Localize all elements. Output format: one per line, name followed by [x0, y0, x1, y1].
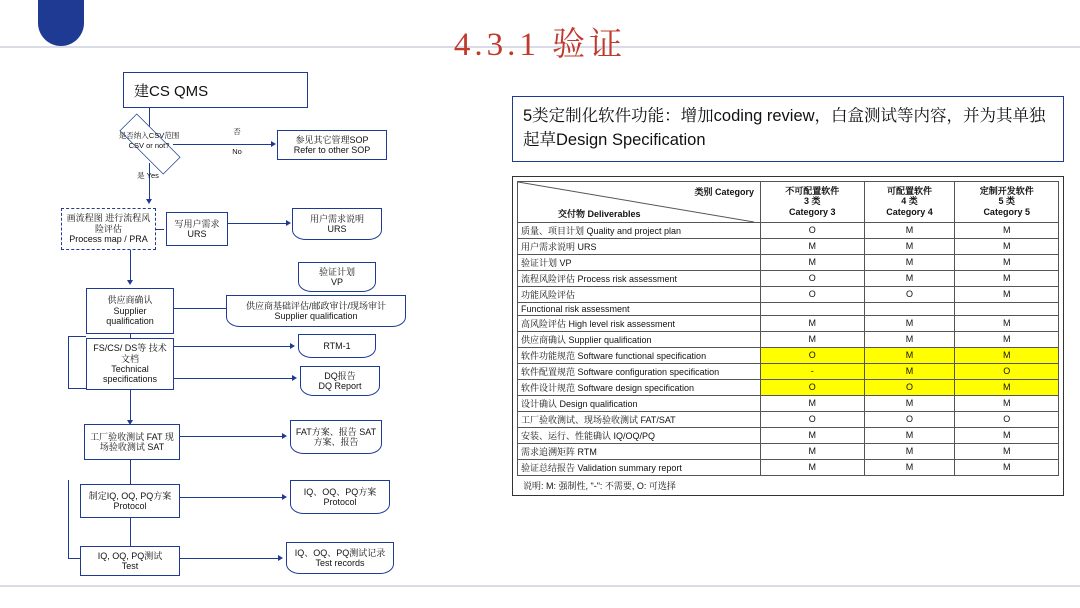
- flow-chart: [18, 60, 498, 600]
- flow-doc-protocol: IQ、OQ、PQ方案 Protocol: [290, 480, 390, 514]
- table-header-row: [518, 181, 1059, 222]
- table-row: Functional risk assessment: [518, 302, 1059, 315]
- connector: [228, 223, 288, 224]
- connector: [174, 378, 294, 379]
- connector-arrow: [282, 433, 287, 439]
- edge-label-yes: 是 Yes: [137, 171, 159, 180]
- connector: [180, 558, 280, 559]
- table-col-category4: 可配置软件 4 类 Category 4: [864, 181, 955, 222]
- table-row: 高风险评估 High level risk assessment M M M: [518, 315, 1059, 331]
- corner-label-category: 类别 Category: [694, 186, 754, 197]
- connector: [68, 558, 80, 559]
- table-corner-cell: [518, 181, 761, 222]
- flow-doc-rtm1: RTM-1: [298, 334, 376, 358]
- flow-node-refer-sop: 参见其它管理SOP Refer to other SOP: [277, 130, 387, 160]
- connector-arrow: [292, 375, 297, 381]
- decision-label-en: CSV or not?: [128, 141, 170, 150]
- table-row: 验证计划 VP M M M: [518, 254, 1059, 270]
- connector: [149, 163, 150, 201]
- table-row: 软件配置规范 Software configuration specification - M O: [518, 363, 1059, 379]
- flow-doc-test-records: IQ、OQ、PQ测试记录 Test records: [286, 542, 394, 574]
- deliverables-table: [517, 181, 1059, 476]
- connector: [156, 229, 164, 230]
- table-row: 软件设计规范 Software design specification O O M: [518, 379, 1059, 395]
- flow-node-test: IQ, OQ, PQ测试 Test: [80, 546, 180, 576]
- flow-doc-dq-report: DQ报告 DQ Report: [300, 366, 380, 396]
- table-row: 安装、运行、性能确认 IQ/OQ/PQ M M M: [518, 427, 1059, 443]
- table-row: 流程风险评估 Process risk assessment O M M: [518, 270, 1059, 286]
- flow-node-write-urs: 写用户需求 URS: [166, 212, 228, 246]
- table-footnote: 说明: M: 强制性, "-": 不需要, O: 可选择: [523, 480, 676, 491]
- connector: [180, 497, 284, 498]
- connector-arrow: [290, 343, 295, 349]
- table-col-category5: 定制开发软件 5 类 Category 5: [955, 181, 1059, 222]
- flow-doc-urs: 用户需求说明 URS: [292, 208, 382, 240]
- connector-arrow: [271, 141, 276, 147]
- callout-note: 5类定制化软件功能：增加coding review，白盒测试等内容，并为其单独起草Design Specification: [512, 96, 1064, 162]
- table-row: 功能风险评估 O O M: [518, 286, 1059, 302]
- connector: [130, 390, 131, 422]
- right-panel: [512, 96, 1064, 496]
- flow-node-supplier-qualification: 供应商确认 Supplier qualification: [86, 288, 174, 334]
- connector-arrow: [146, 199, 152, 204]
- flow-doc-vp: 验证计划 VP: [298, 262, 376, 292]
- corner-label-deliverables: 交付物 Deliverables: [558, 208, 641, 219]
- flow-node-technical-specifications: FS/CS/ DS等 技术文档 Technical specifications: [86, 338, 174, 390]
- table-row: 设计确认 Design qualification M M M: [518, 395, 1059, 411]
- flow-node-build-cs-qms: 建CS QMS: [123, 72, 308, 108]
- table-row: 用户需求说明 URS M M M: [518, 238, 1059, 254]
- connector: [68, 388, 86, 389]
- page-title: 4.3.1 验证: [453, 27, 627, 63]
- connector: [68, 336, 86, 337]
- connector: [174, 346, 292, 347]
- table-row: 质量、项目计划 Quality and project plan O M M: [518, 222, 1059, 238]
- connector-arrow: [282, 494, 287, 500]
- connector-arrow: [127, 280, 133, 285]
- table-row: 验证总结报告 Validation summary report M M M: [518, 459, 1059, 475]
- edge-label-no-en: No: [232, 147, 242, 156]
- connector-arrow: [286, 220, 291, 226]
- flow-node-fat-sat: 工厂验收测试 FAT 现场验收测试 SAT: [84, 424, 180, 460]
- flow-node-protocol: 制定IQ, OQ, PQ方案 Protocol: [80, 484, 180, 518]
- connector: [180, 436, 284, 437]
- deliverables-table-wrapper: [512, 176, 1064, 496]
- connector-arrow: [278, 555, 283, 561]
- connector: [68, 480, 69, 558]
- flow-doc-fat-sat: FAT方案、报告 SAT方案、报告: [290, 420, 382, 454]
- table-row: 供应商确认 Supplier qualification M M M: [518, 331, 1059, 347]
- decision-label-cn: 是否纳入CSV范围: [118, 131, 180, 140]
- flow-decision-csv-scope: [89, 120, 209, 166]
- table-row: 软件功能规范 Software functional specification O M M: [518, 347, 1059, 363]
- table-body: [518, 222, 1059, 475]
- table-col-category3: 不可配置软件 3 类 Category 3: [761, 181, 865, 222]
- table-row: 需求追溯矩阵 RTM M M M: [518, 443, 1059, 459]
- flow-node-process-map: 画流程图 进行流程风险评估 Process map / PRA: [61, 208, 156, 250]
- connector: [68, 336, 69, 388]
- connector: [173, 144, 273, 145]
- edge-label-no-cn: 否: [233, 127, 241, 136]
- connector: [130, 250, 131, 282]
- table-row: 工厂验收测试、现场验收测试 FAT/SAT O O O: [518, 411, 1059, 427]
- flow-doc-supplier-qualification: 供应商基础评估/邮政审计/现场审计 Supplier qualification: [226, 295, 406, 327]
